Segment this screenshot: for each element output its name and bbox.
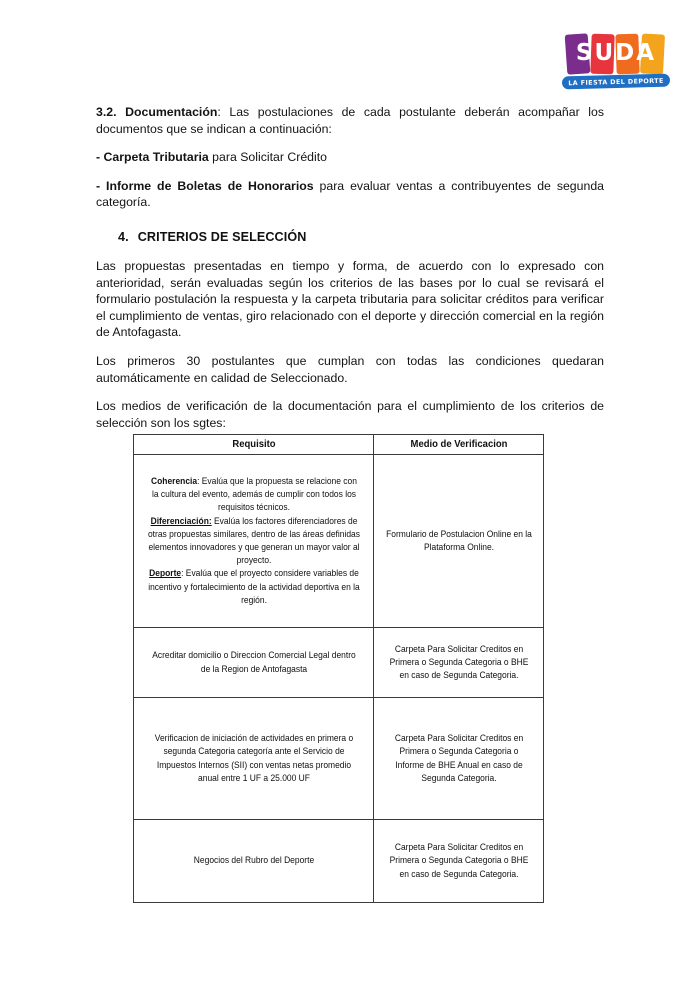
paragraph-documentacion-intro — [96, 104, 604, 137]
bullet-2-label: - Informe de Boletas de Honorarios — [96, 178, 314, 193]
cell-requisito-domicilio: Acreditar domicilio o Direccion Comercial Legal dentro de la Region de Antofagasta — [142, 628, 365, 698]
criterio-coherencia — [146, 475, 361, 515]
criterio-coherencia-label: Coherencia — [150, 475, 197, 486]
criterios-table-wrapper — [133, 434, 543, 903]
criterio-diferenciacion — [146, 515, 361, 568]
documentacion-text: : Las postulaciones de cada postulante deberán acompañar los documentos que se indican a continuación: — [96, 105, 604, 136]
heading-text: CRITERIOS DE SELECCIÓN — [137, 230, 307, 244]
cell-medio-carpeta-1: Carpeta Para Solicitar Creditos en Primera o Segunda Categoria o BHE en caso de Segunda Categoria. — [379, 628, 537, 698]
section-criterios — [96, 229, 604, 443]
cell-requisito-negocios: Negocios del Rubro del Deporte — [142, 820, 365, 903]
table-row — [134, 455, 544, 628]
criterio-diferenciacion-text: Evalúa los factores diferenciadores de otras propuestas similares, dentro de las áreas definidas elementos innovadores y que generan un mayor valor al proyecto. — [147, 515, 360, 566]
documentacion-label: 3.2. Documentación — [96, 105, 218, 119]
table-header-medio: Medio de Verificacion — [379, 435, 537, 455]
heading-criterios-de-seleccion — [96, 229, 604, 245]
suda-logo — [560, 30, 672, 92]
cell-requisito-criterios — [142, 455, 365, 628]
criterio-deporte — [146, 567, 361, 607]
criterios-table — [133, 434, 544, 903]
table-row — [134, 820, 544, 903]
bullet-2-text: para evaluar ventas a contribuyentes de segunda categoría. — [96, 178, 605, 210]
table-row — [134, 698, 544, 820]
paragraph-medios-verificacion: Los medios de verificación de la documentación para el cumplimiento de los criterios de selección son los sgtes: — [96, 399, 604, 430]
bullet-1-text: para Solicitar Crédito — [208, 150, 327, 165]
criterio-diferenciacion-label: Diferenciación: — [150, 515, 212, 526]
paragraph-evaluacion: Las propuestas presentadas en tiempo y forma, de acuerdo con lo expresado con anterioridad, serán evaluadas según los criterios de las bases por lo cual se revisará el formulario postulación la respuesta y la carpeta tributaria para solicitar créditos para verificar el cumplimiento de ventas, giro relacionado con el deporte y dirección comercial en la región de Antofagasta. — [96, 259, 604, 340]
table-header-row — [134, 435, 544, 455]
cell-medio-carpeta-3: Carpeta Para Solicitar Creditos en Primera o Segunda Categoria o BHE en caso de Segunda Categoria. — [379, 820, 537, 903]
cell-medio-formulario: Formulario de Postulacion Online en la Plataforma Online. — [379, 455, 537, 628]
table-header-requisito: Requisito — [142, 435, 365, 455]
document-body — [96, 104, 604, 223]
paragraph-primeros-30: Los primeros 30 postulantes que cumplan con todas las condiciones quedaran automáticamente en calidad de Seleccionado. — [96, 353, 604, 385]
bullet-informe-boletas — [96, 178, 604, 211]
logo-wordmark: SUDA — [575, 40, 657, 66]
bullet-carpeta-tributaria — [96, 149, 604, 166]
criterio-deporte-label: Deporte — [148, 568, 181, 579]
table-row — [134, 628, 544, 698]
bullet-1-label: - Carpeta Tributaria — [96, 150, 209, 165]
criterio-deporte-text: : Evalúa que el proyecto considere variables de incentivo y fortalecimiento de la actividad deportiva en la región. — [147, 568, 360, 605]
heading-number: 4. — [118, 230, 129, 244]
logo-tagline: LA FIESTA DEL DEPORTE — [562, 74, 670, 90]
cell-requisito-verificacion: Verificacion de iniciación de actividades en primera o segunda Categoria categoría ante el Servicio de Impuestos Internos (SII) con ventas netas promedio anual entre 1 UF a 25.000 UF — [142, 698, 365, 820]
cell-medio-carpeta-2: Carpeta Para Solicitar Creditos en Primera o Segunda Categoria o Informe de BHE Anual en caso de Segunda Categoria. — [379, 698, 537, 820]
criterio-coherencia-text: : Evalúa que la propuesta se relacione con la cultura del evento, además de cumplir con todos los requisitos técnicos. — [151, 475, 357, 513]
